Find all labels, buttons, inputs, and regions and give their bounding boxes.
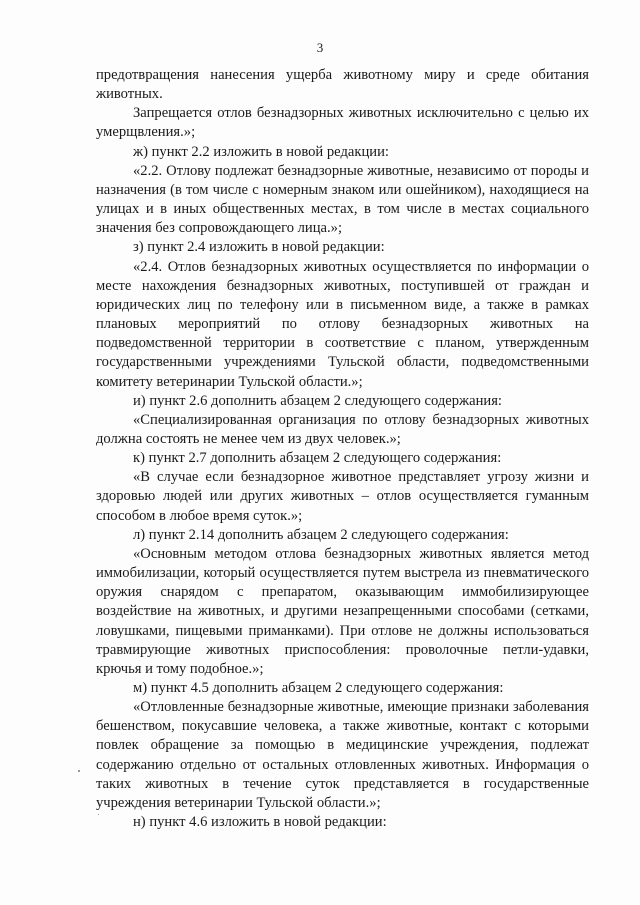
paragraph-quote-2-4: «2.4. Отлов безнадзорных животных осуществляется по информации о месте нахождения безнадзорных животных, поступившей от граждан и юридических лиц по телефону или в письменном виде, а также в рамках плановых мероприятий по отлову безнадзорных животных на подведомственной территории в соответствие с планом, утвержденным государственными учреждениями Тульской области, подведомственными комитету ветеринарии Тульской области.»; xyxy=(96,258,589,390)
paragraph-item-n: н) пункт 4.6 изложить в новой редакции: xyxy=(133,814,387,831)
paragraph-item-k: к) пункт 2.7 дополнить абзацем 2 следующего содержания: xyxy=(133,450,502,467)
paragraph-quote-4-5: «Отловленные безнадзорные животные, имеющие признаки заболевания бешенством, покусавшие человека, а также животные, контакт с которыми повлек обращение за помощью в медицинские учреждения, подлежат содержанию отдельно от остальных отловленных животных. Информация о таких животных в течение суток представляется в государственные учреждения ветеринарии Тульской области.»; xyxy=(96,699,589,811)
paragraph-quote-2-14: «Основным методом отлова безнадзорных животных является метод иммобилизации, который осуществляется путем выстрела из пневматического оружия снарядом с препаратом, оказывающим иммобилизирующее воздействие на животных, и другими незапрещенными способами (сетками, ловушками, пищевыми приманками). При отлове не должны использоваться травмирующие животных приспособления: проволочные петли-удавки, крючья и тому подобное.»; xyxy=(96,545,589,677)
paragraph-item-m: м) пункт 4.5 дополнить абзацем 2 следующего содержания: xyxy=(133,680,504,696)
paragraph-item-l: л) пункт 2.14 дополнить абзацем 2 следующего содержания: xyxy=(133,526,509,543)
paragraph-item-i: и) пункт 2.6 дополнить абзацем 2 следующего содержания: xyxy=(133,392,502,409)
paragraph-continuation: предотвращения нанесения ущерба животному миру и среде обитания животных. xyxy=(96,67,589,103)
paragraph-quote-2-2: «2.2. Отлову подлежат безнадзорные животные, независимо от породы и назначения (в том числе с номерным знаком или ошейником), находящиеся на улицах и в иных общественных местах, в том числе в местах социального значения без сопровождающего лица.»; xyxy=(96,162,589,237)
paragraph-item-z: з) пункт 2.4 изложить в новой редакции: xyxy=(133,239,385,256)
paragraph: Запрещается отлов безнадзорных животных исключительно с целью их умерщвления.»; xyxy=(96,105,589,141)
paragraph-quote-2-6: «Специализированная организация по отлову безнадзорных животных должна состоять не менее чем из двух человек.»; xyxy=(96,411,589,447)
paragraph-item-zh: ж) пункт 2.2 изложить в новой редакции: xyxy=(133,143,389,160)
page-number: 3 xyxy=(316,40,324,55)
scan-speck xyxy=(98,814,99,815)
paragraph-quote-2-7: «В случае если безнадзорное животное представляет угрозу жизни и здоровью людей или других животных – отлов осуществляется гуманным способом в любое время суток.»; xyxy=(96,469,589,524)
scan-speck xyxy=(78,770,80,772)
document-body xyxy=(96,66,589,832)
